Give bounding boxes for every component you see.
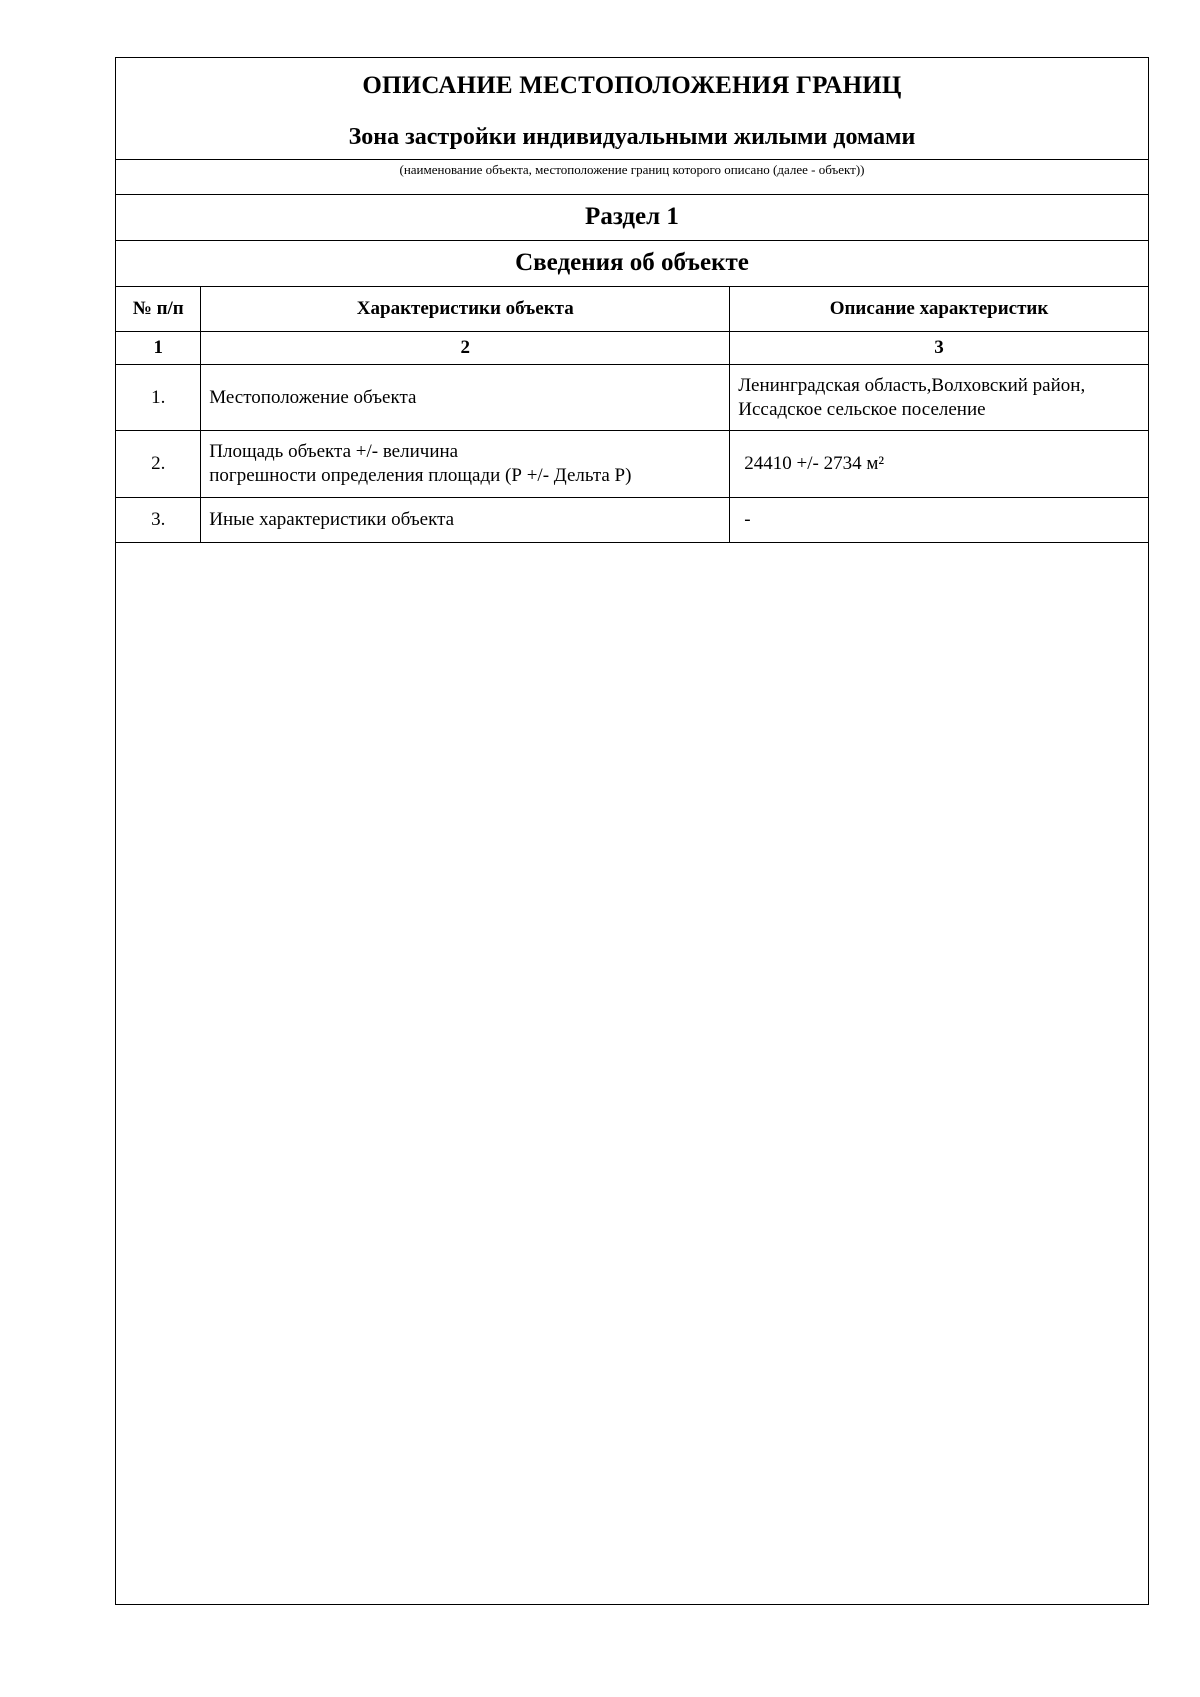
- section-title: Раздел 1: [585, 203, 679, 230]
- row-characteristic: [201, 431, 730, 498]
- row-description-line: Ленинградская область,Волховский район,: [738, 374, 1086, 396]
- row-num: 1.: [116, 365, 201, 431]
- object-caption: (наименование объекта, местоположение границ которого описано (далее - объект)): [399, 162, 865, 177]
- row-num: 3.: [116, 498, 201, 543]
- divider: [116, 159, 1148, 160]
- row-characteristic-line: погрешности определения площади (Р +/- Дельта Р): [209, 465, 632, 486]
- row-characteristic: Иные характеристики объекта: [201, 498, 730, 543]
- column-index-3: 3: [730, 332, 1149, 365]
- row-characteristic: Местоположение объекта: [201, 365, 730, 431]
- row-description: -: [730, 498, 1149, 543]
- table-row: [116, 498, 1149, 543]
- header-description: Описание характеристик: [730, 287, 1149, 332]
- header-characteristic: Характеристики объекта: [201, 287, 730, 332]
- row-description-line: Иссадское сельское поселение: [738, 398, 986, 420]
- header-num: № п/п: [116, 287, 201, 332]
- table-row: [116, 431, 1149, 498]
- object-info-table: [115, 286, 1149, 543]
- table-index-row: [116, 332, 1149, 365]
- column-index-2: 2: [201, 332, 730, 365]
- table-header-row: [116, 287, 1149, 332]
- row-characteristic-line: Площадь объекта +/- величина: [209, 441, 459, 462]
- table-row: [116, 365, 1149, 431]
- row-num: 2.: [116, 431, 201, 498]
- column-index-1: 1: [116, 332, 201, 365]
- document-frame: [115, 57, 1149, 1605]
- row-description: 24410 +/- 2734 м²: [730, 431, 1149, 498]
- section-subtitle: Сведения об объекте: [515, 249, 749, 276]
- object-name: Зона застройки индивидуальными жилыми домами: [348, 124, 916, 150]
- row-description: [730, 365, 1149, 431]
- document-title: ОПИСАНИЕ МЕСТОПОЛОЖЕНИЯ ГРАНИЦ: [362, 72, 902, 99]
